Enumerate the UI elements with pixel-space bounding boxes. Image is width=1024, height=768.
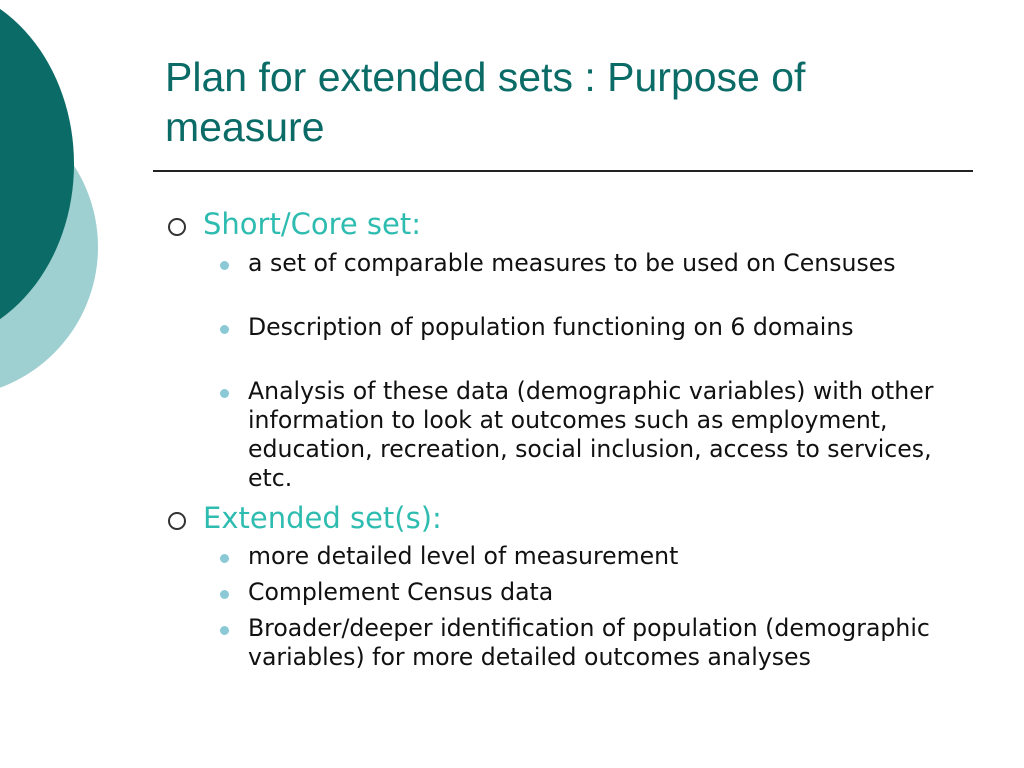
bullet-dot-icon [220, 389, 229, 398]
list-item-text: Description of population functioning on 6 domains [248, 313, 854, 341]
slide-title: Plan for extended sets : Purpose of measure [165, 54, 806, 150]
list-item [218, 578, 974, 607]
list-item-text: Complement Census data [248, 578, 554, 606]
bullet-dot-icon [220, 554, 229, 563]
list-item [218, 313, 974, 342]
list-item-text: Broader/deeper identification of population (demographic variables) for more detailed outcomes analyses [248, 614, 930, 671]
bullet-dot-icon [220, 325, 229, 334]
list-item-text: more detailed level of measurement [248, 542, 679, 570]
list-item-text: a set of comparable measures to be used on Censuses [248, 249, 896, 277]
bullet-dot-icon [220, 261, 229, 270]
list-item [218, 614, 974, 672]
list-item [218, 249, 974, 278]
list-item [218, 542, 974, 571]
list-item-text: Analysis of these data (demographic variables) with other information to look at outcomes such as employment, education, recreation, social inclusion, access to services, etc. [248, 377, 934, 492]
hollow-circle-bullet-icon [168, 218, 186, 236]
list-item [218, 377, 974, 493]
bullet-dot-icon [220, 590, 229, 599]
section-heading-label: Short/Core set: [203, 207, 422, 241]
bullet-dot-icon [220, 626, 229, 635]
section-heading-label: Extended set(s): [203, 501, 442, 535]
hollow-circle-bullet-icon [168, 512, 186, 530]
